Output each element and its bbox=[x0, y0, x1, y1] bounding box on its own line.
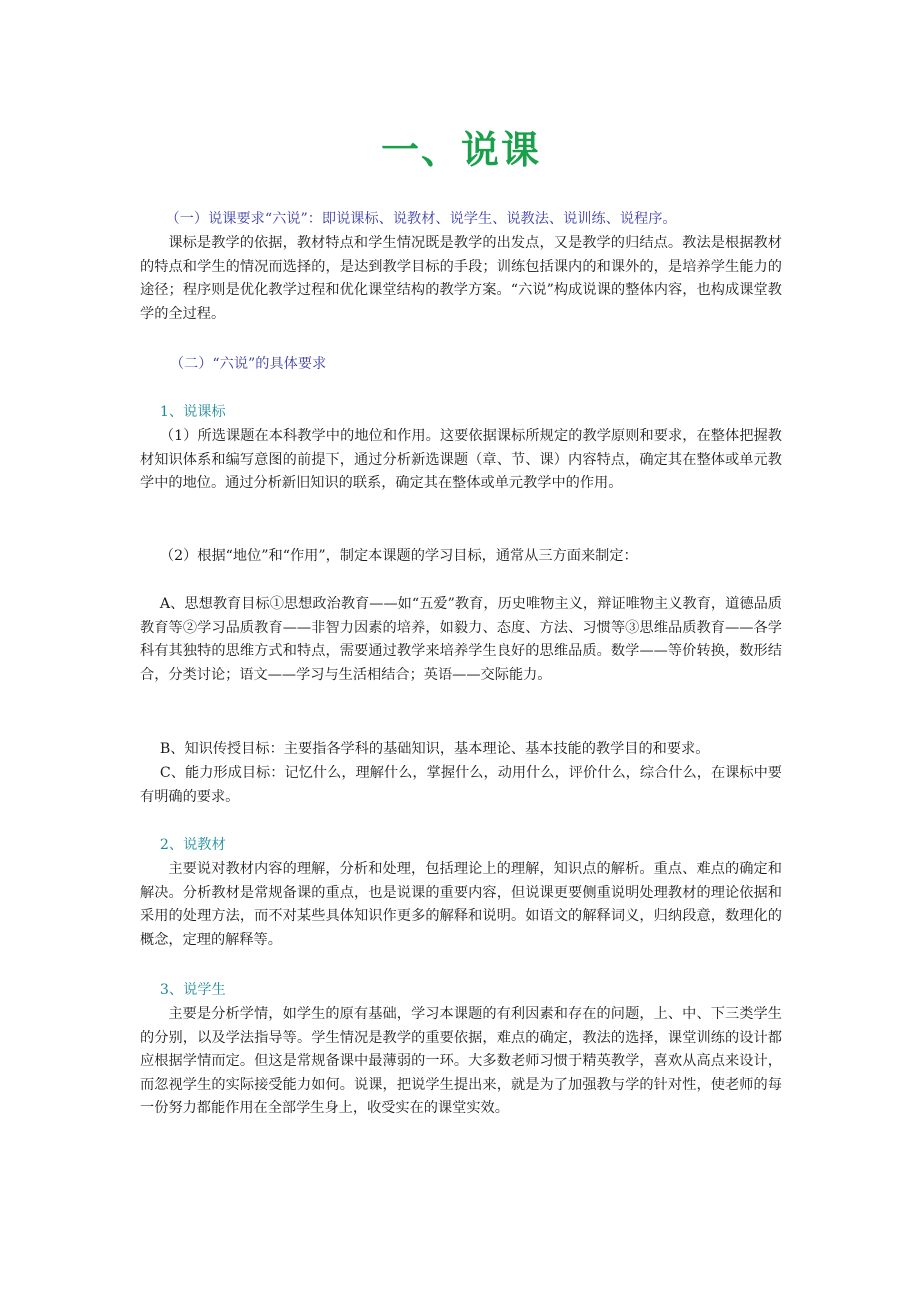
item-1-paragraph-c: C、能力形成目标：记忆什么，理解什么，掌握什么，动用什么，评价什么，综合什么，在课标中要有明确的要求。 bbox=[140, 765, 782, 805]
item-1-paragraph-b: B、知识传授目标：主要指各学科的基础知识，基本理论、基本技能的教学目的和要求。 bbox=[159, 741, 710, 757]
section-1-heading: （一）说课要求“六说”：即说课标、说教材、说学生、说教法、说训练、说程序。 bbox=[165, 211, 677, 227]
page-title: 一、说课 bbox=[380, 128, 541, 172]
item-2-body: 主要说对教材内容的理解，分析和处理，包括理论上的理解，知识点的解析。重点、难点的确定和解决。分析教材是常规备课的重点，也是说课的重要内容，但说课更要侧重说明处理教材的理论依据和采用的处理方法，而不对某些具体知识作更多的解释和说明。如语文的解释词义，归纳段意，数理化的概念，定理的解释等。 bbox=[140, 861, 782, 948]
item-3-body: 主要是分析学情，如学生的原有基础，学习本课题的有利因素和存在的问题，上、中、下三类学生的分别，以及学法指导等。学生情况是教学的重要依据，难点的确定，教法的选择，课堂训练的设计都应根据学情而定。但这是常规备课中最薄弱的一环。大多数老师习惯于精英教学，喜欢从高点来设计，而忽视学生的实际接受能力如何。说课，把说学生提出来，就是为了加强教与学的针对性，使老师的每一份努力都能作用在全部学生身上，收受实在的课堂实效。 bbox=[140, 1006, 782, 1117]
item-1-heading: 1、说课标 bbox=[159, 404, 226, 420]
section-1-body: 课标是教学的依据，教材特点和学生情况既是教学的出发点，又是教学的归结点。教法是根据教材的特点和学生的情况而选择的，是达到教学目标的手段；训练包括课内的和课外的，是培养学生能力的途径；程序则是优化教学过程和优化课堂结构的教学方案。“六说”构成说课的整体内容，也构成课堂教学的全过程。 bbox=[140, 235, 782, 322]
item-3-heading: 3、说学生 bbox=[159, 982, 226, 998]
item-2-heading: 2、说教材 bbox=[159, 837, 226, 853]
item-1-paragraph-1: （1）所选课题在本科教学中的地位和作用。这要依据课标所规定的教学原则和要求，在整体把握教材知识体系和编写意图的前提下，通过分析新选课题（章、节、课）内容特点，确定其在整体或单元教学中的地位。通过分析新旧知识的联系，确定其在整体或单元教学中的作用。 bbox=[140, 428, 782, 492]
item-1-paragraph-2: （2）根据“地位”和“作用”，制定本课题的学习目标，通常从三方面来制定： bbox=[159, 548, 638, 564]
item-1-paragraph-a: A、思想教育目标①思想政治教育——如“五爱”教育，历史唯物主义，辩证唯物主义教育，道德品质教育等②学习品质教育——非智力因素的培养，如毅力、态度、方法、习惯等③思维品质教育——各学科有其独特的思维方式和特点，需要通过教学来培养学生良好的思维品质。数学——等价转换，数形结合，分类讨论；语文——学习与生活相结合；英语——交际能力。 bbox=[140, 596, 782, 683]
section-2-heading: （二）“六说”的具体要求 bbox=[169, 356, 327, 372]
